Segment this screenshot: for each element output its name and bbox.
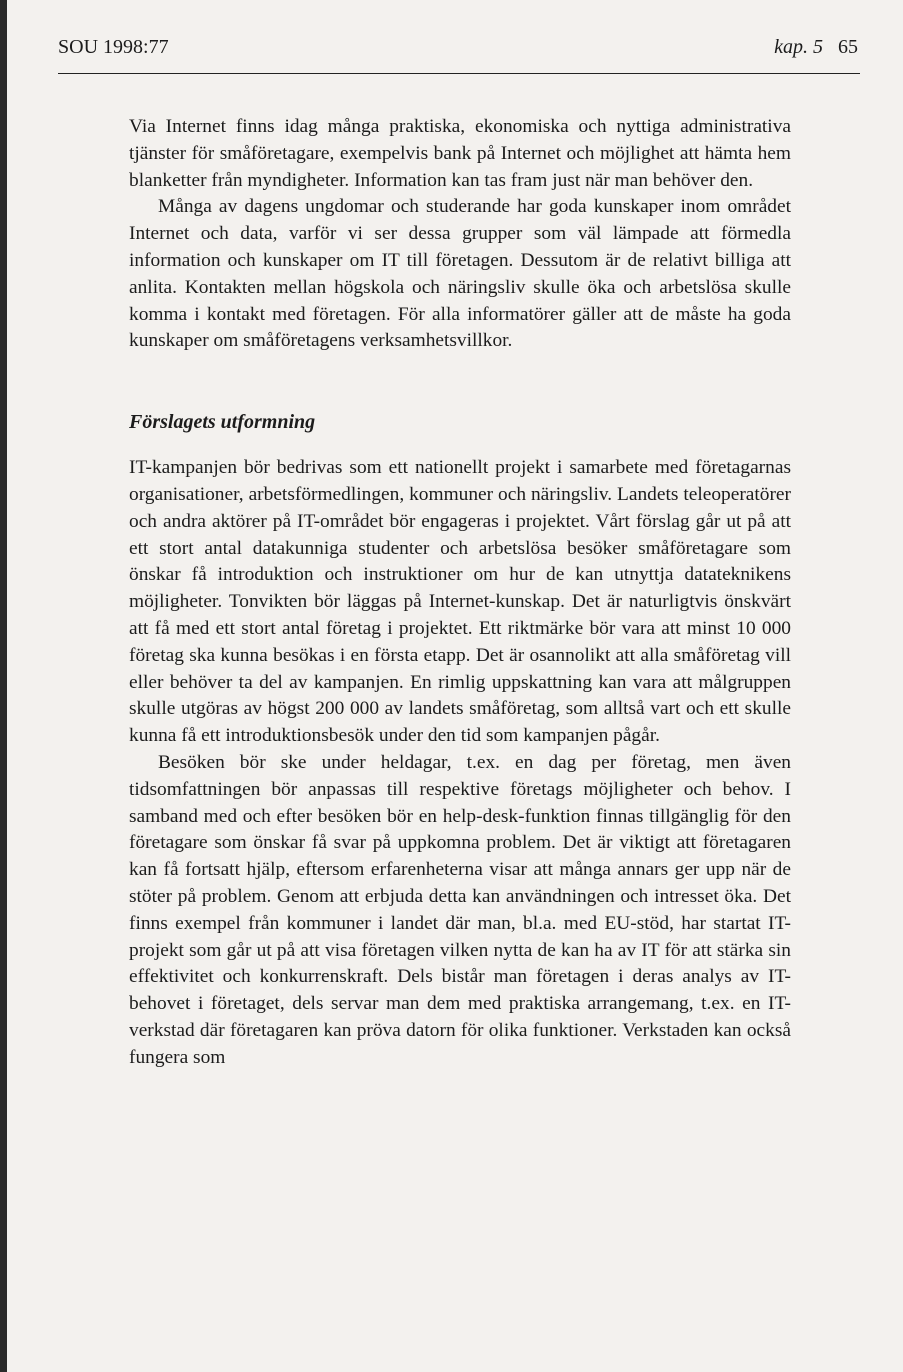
page-number: 65 <box>838 36 858 58</box>
paragraph: IT-kampanjen bör bedrivas som ett nationellt projekt i samarbete med företagarnas organisationer, arbetsförmedlingen, kommuner och näringsliv. Landets teleoperatörer och andra aktörer på IT-området bör engageras i projektet. Vårt förslag går ut på att ett stort antal datakunniga studenter och arbetslösa besöker småföretagare som önskar få introduktion och instruktioner om hur de kan utnyttja datateknikens möjligheter. Tonvikten bör läggas på Internet-kunskap. Det är naturligtvis önskvärt att få med ett stort antal företag i projektet. Ett riktmärke bör vara att minst 10 000 företag ska kunna besökas i en första etapp. Det är osannolikt att alla småföretag vill eller behöver ta del av kampanjen. En rimlig uppskattning kan vara att målgruppen skulle utgöras av högst 200 000 av landets småföretag, som alltså vart och ett skulle kunna få ett introduktionsbesök under den tid som kampanjen pågår. <box>129 457 791 747</box>
page-header <box>58 36 858 66</box>
scan-edge <box>0 0 7 1372</box>
chapter-page <box>774 36 858 59</box>
page-body <box>129 114 791 1072</box>
chapter-label: kap. 5 <box>774 36 823 58</box>
paragraph: Besöken bör ske under heldagar, t.ex. en dag per företag, men även tidsomfattningen bör anpassas till respektive företags möjligheter och behov. I samband med och efter besöken bör en help-desk-funktion finnas tillgänglig för den företagare som önskar få svar på uppkomna problem. Det är viktigt att företagaren kan få fortsatt hjälp, eftersom erfarenheterna visar att många annars ger upp när de stöter på problem. Genom att erbjuda detta kan användningen och intresset öka. Det finns exempel från kommuner i landet där man, bl.a. med EU-stöd, har startat IT-projekt som går ut på att visa företagen vilken nytta de kan ha av IT för att stärka sin effektivitet och konkurrenskraft. Dels bistår man företagen i deras analys av IT-behovet i företaget, dels servar man dem med praktiska arrangemang, t.ex. en IT-verkstad där företagaren kan pröva datorn för olika funktioner. Verkstaden kan också fungera som <box>129 751 791 1068</box>
paragraph: Många av dagens ungdomar och studerande har goda kunskaper inom området Internet och data, varför vi ser dessa grupper som väl lämpade att förmedla information och kunskaper om IT till företagen. Dessutom är de relativt billiga att anlita. Kontakten mellan högskola och näringsliv skulle öka och arbetslösa skulle komma i kontakt med företagen. För alla informatörer gäller att de måste ha goda kunskaper om småföretagens verksamhetsvillkor. <box>129 196 791 352</box>
paragraph: Via Internet finns idag många praktiska, ekonomiska och nyttiga administrativa tjänster för småföretagare, exempelvis bank på Internet och möjlighet att hämta hem blanketter från myndigheter. Information kan tas fram just när man behöver den. <box>129 116 791 191</box>
section-heading: Förslagets utformning <box>129 411 316 434</box>
header-rule <box>58 73 860 74</box>
publication-id: SOU 1998:77 <box>58 36 169 58</box>
